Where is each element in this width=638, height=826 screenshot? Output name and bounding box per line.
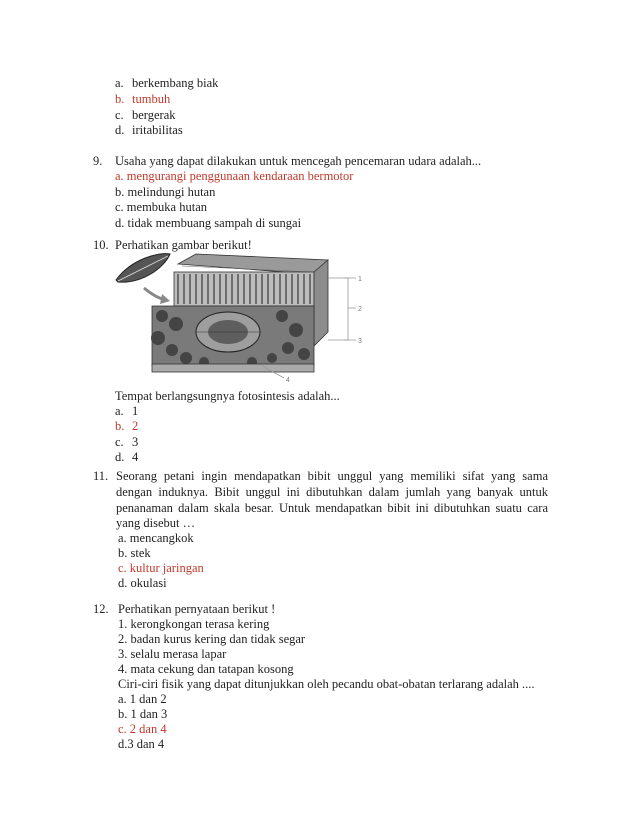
question-11-number: 11. [93,469,109,483]
option-b-correct: b. tumbuh [115,92,171,106]
question-9-option-d: d. tidak membuang sampah di sungai [115,216,302,230]
question-12-number: 12. [93,602,109,616]
leaf-icon [116,254,170,283]
question-10-prompt: Tempat berlangsungnya fotosintesis adalah... [115,389,340,403]
question-9-option-c: c. membuka hutan [115,200,207,214]
question-11-option-d: d. okulasi [118,576,167,590]
question-11-text-line-3: penanaman dalam skala besar. Untuk mendapatkan bibit ini dibutuhkan suatu cara [116,501,548,515]
question-12-option-c-correct: c. 2 dan 4 [118,722,167,736]
question-11-text-line-2: dengan induknya. Bibit unggul ini dibutuhkan dalam jumlah yang banyak untuk [116,485,548,499]
option-d: d. iritabilitas [115,123,183,137]
leaf-cross-section-figure [112,250,380,386]
question-10-option-a: a. 1 [115,404,139,418]
question-12-text: Perhatikan pernyataan berikut ! [118,602,276,616]
figure-label-4: 4 [286,377,290,384]
figure-label-1: 1 [358,276,362,283]
question-11-option-b: b. stek [118,546,151,560]
question-11-option-c-correct: c. kultur jaringan [118,561,204,575]
question-10-option-d: d. 4 [115,450,139,464]
question-10-option-c: c. 3 [115,435,139,449]
question-10-option-b-correct: b. 2 [115,419,139,433]
statement-3: 3. selalu merasa lapar [118,647,227,661]
question-10-text: Perhatikan gambar berikut! [115,238,252,252]
statement-4: 4. mata cekung dan tatapan kosong [118,662,294,676]
question-9-option-b: b. melindungi hutan [115,185,216,199]
question-10-number: 10. [93,238,109,252]
question-12-prompt: Ciri-ciri fisik yang dapat ditunjukkan oleh pecandu obat-obatan terlarang adalah .... [118,677,535,691]
question-11-text-line-4: yang disebut … [116,516,196,530]
figure-label-2: 2 [358,306,362,313]
question-12-option-b: b. 1 dan 3 [118,707,168,721]
question-11-option-a: a. mencangkok [118,531,194,545]
option-a: a. berkembang biak [115,76,219,90]
question-12-option-d: d.3 dan 4 [118,737,165,751]
statement-2: 2. badan kurus kering dan tidak segar [118,632,306,646]
lower-epidermis [152,364,314,372]
figure-label-3: 3 [358,338,362,345]
question-9-option-a-correct: a. mengurangi penggunaan kendaraan bermotor [115,169,354,183]
question-9-number: 9. [93,154,103,168]
statement-1: 1. kerongkongan terasa kering [118,617,270,631]
question-11-text-line-1: Seorang petani ingin mendapatkan bibit unggul yang memiliki sifat yang sama [116,469,548,483]
option-c: c. bergerak [115,108,176,122]
question-12-option-a: a. 1 dan 2 [118,692,167,706]
question-9-text: Usaha yang dapat dilakukan untuk mencegah pencemaran udara adalah... [115,154,482,168]
upper-epidermis [178,254,328,274]
